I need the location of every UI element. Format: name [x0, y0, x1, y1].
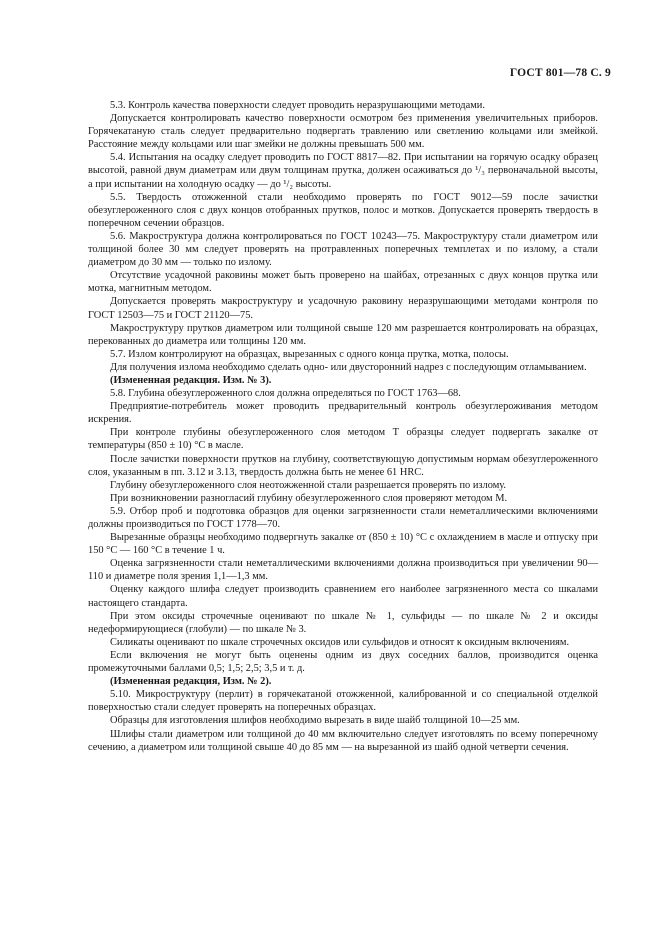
paragraph-5-4: 5.4. Испытания на осадку следует проводить по ГОСТ 8817—82. При испытании на горячую осадку образец высотой, равной двум диаметрам или двум толщинам прутка, должен осаживаться до ¹/₃ первоначальной высоты, а при испытании на холодную осадку — до ¹/₂ высоты. [88, 152, 598, 190]
paragraph: Для получения излома необходимо сделать одно- или двусторонний надрез с последующим отламыванием. [110, 361, 587, 373]
paragraph: Глубину обезуглероженного слоя неотожженной стали разрешается проверять по излому. [110, 479, 507, 491]
paragraph: После зачистки поверхности прутков на глубину, соответствующую допустимым нормам обезуглероженного слоя, указанным в пп. 3.12 и 3.13, твердость должна быть не менее 61 HRC. [88, 453, 598, 478]
paragraph: Макроструктуру прутков диаметром или толщиной свыше 120 мм разрешается контролировать на образцах, перекованных до диаметра или толщины 120 мм. [88, 322, 598, 347]
paragraph-5-5: 5.5. Твердость отожженной стали необходимо проверять по ГОСТ 9012—59 после зачистки обезуглероженного слоя с двух концов отобранных прутков, полос и мотков. Допускается проверять твердость в поперечном сечении образцов. [88, 191, 598, 229]
paragraph-5-9: 5.9. Отбор проб и подготовка образцов для оценки загрязненности стали неметаллическими включениями должны производиться по ГОСТ 1778—70. [88, 505, 598, 530]
paragraph: Оценка загрязненности стали неметаллическими включениями должна производиться при увеличении 90—110 и диаметре поля зрения 1,1—1,3 мм. [88, 558, 598, 583]
paragraph: Оценку каждого шлифа следует производить сравнением его наиболее загрязненного места со шкалами настоящего стандарта. [88, 584, 598, 609]
paragraph-5-6: 5.6. Макроструктура должна контролироваться по ГОСТ 10243—75. Макроструктуру стали диаметром или толщиной более 30 мм следует проверять на протравленных поперечных темплетах и по излому, а стали диаметром до 30 мм — только по излому. [88, 230, 598, 269]
paragraph-5-3: 5.3. Контроль качества поверхности следует проводить неразрушающими методами. [110, 100, 485, 111]
paragraph: Допускается проверять макроструктуру и усадочную раковину неразрушающими методами контроля по ГОСТ 12503—75 и ГОСТ 21120—75. [88, 296, 598, 321]
paragraph: Если включения не могут быть оценены одним из двух соседних баллов, производится оценка промежуточными баллами 0,5; 1,5; 2,5; 3,5 и т. д. [88, 649, 598, 675]
paragraph: Образцы для изготовления шлифов необходимо вырезать в виде шайб толщиной 10—25 мм. [110, 715, 520, 727]
paragraph: Вырезанные образцы необходимо подвергнуть закалке от (850 ± 10) °С с охлаждением в масле и отпуску при 150 °С — 160 °С в течение 1 ч. [88, 532, 598, 557]
paragraph: Предприятие-потребитель может проводить предварительный контроль обезуглероживания методом искрения. [88, 401, 598, 426]
paragraph: Отсутствие усадочной раковины может быть проверено на шайбах, отрезанных с двух концов прутка или мотка, магнитным методом. [88, 270, 598, 295]
paragraph: Силикаты оценивают по шкале строчечных оксидов или сульфидов и относят к оксидным включениям. [110, 636, 570, 648]
paragraph: При контроле глубины обезуглероженного слоя методом Т образцы следует подвергать закалке от температуры (850 ± 10) °С в масле. [88, 427, 598, 452]
paragraph-5-10: 5.10. Микроструктуру (перлит) в горячекатаной отожженной, калиброванной и со специальной отделкой поверхностью стали следует проверять на поперечных образцах. [88, 689, 598, 714]
paragraph: При этом оксиды строчечные оценивают по шкале № 1, сульфиды — по шкале № 2 и оксиды недеформирующиеся (глобули) — по шкале № 3. [88, 610, 598, 635]
paragraph-5-8: 5.8. Глубина обезуглероженного слоя должна определяться по ГОСТ 1763—68. [110, 388, 461, 400]
paragraph: Шлифы стали диаметром или толщиной до 40 мм включительно следует изготовлять по всему поперечному сечению, а диаметром или толщиной свыше 40 до 85 мм — на вырезанной из шайб одной четверти сечения. [88, 728, 598, 753]
amendment-note: (Измененная редакция, Изм. № 2). [110, 676, 272, 688]
paragraph: При возникновении разногласий глубину обезуглероженного слоя проверяют методом М. [110, 492, 508, 504]
paragraph: Допускается контролировать качество поверхности осмотром без применения увеличительных приборов. Горячекатаную сталь следует предварительно подвергать травлению или светлению кольцами или змейкой. Расстояние между кольцами или шаг змейки не должны превышать 500 мм. [88, 113, 598, 151]
document-body [88, 99, 598, 754]
amendment-note: (Измененная редакция. Изм. № 3). [110, 374, 272, 386]
page-header: ГОСТ 801—78 С. 9 [509, 67, 611, 79]
paragraph-5-7: 5.7. Излом контролируют на образцах, вырезанных с одного конца прутка, мотка, полосы. [110, 348, 509, 360]
